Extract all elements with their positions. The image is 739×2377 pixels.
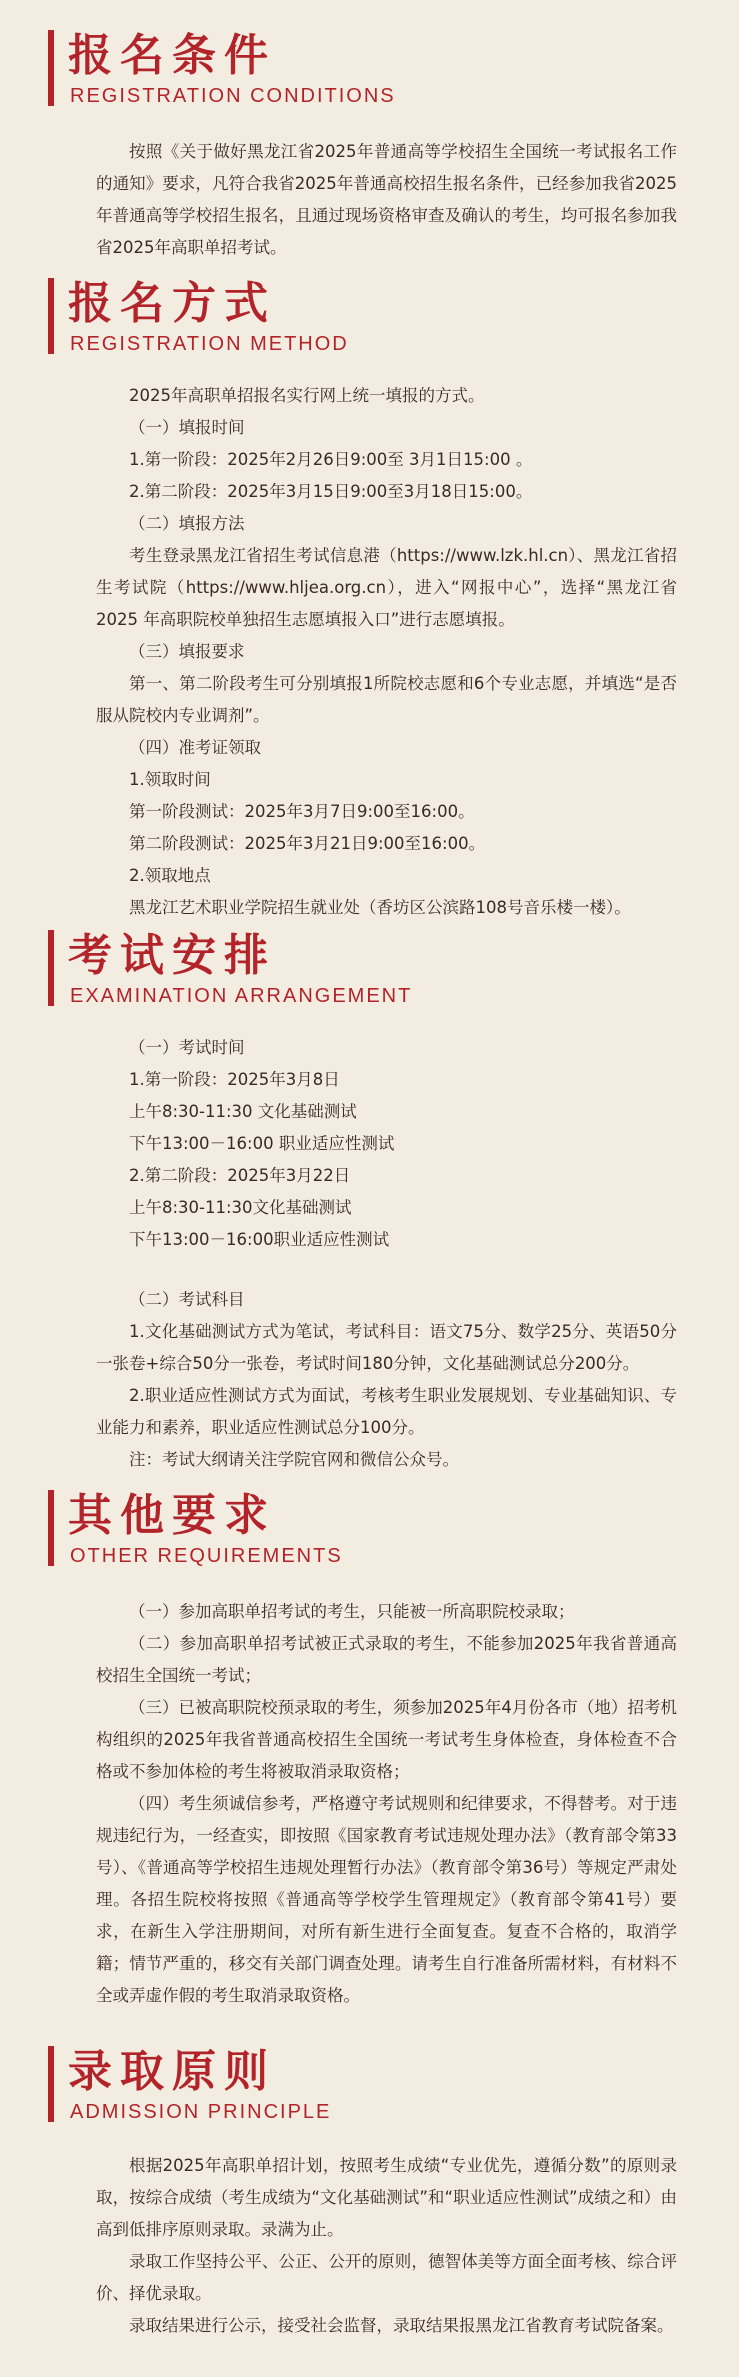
section-header bbox=[0, 2038, 739, 2138]
section-body bbox=[0, 380, 739, 924]
subheading: （一）考试时间 bbox=[129, 1038, 245, 1057]
list-item: 下午13:00－16:00职业适应性测试 bbox=[129, 1230, 390, 1249]
section-body bbox=[0, 1596, 739, 2012]
paragraph: 考生登录黑龙江省招生考试信息港（https://www.lzk.hl.cn）、黑龙江省招生考试院（https://www.hljea.org.cn），进入“网报中心”，选择“黑龙江省 2025 年高职院校单独招生志愿填报入口”进行志愿填报。 bbox=[96, 546, 677, 629]
header-accent-bar bbox=[48, 930, 54, 1006]
header-accent-bar bbox=[48, 30, 54, 106]
paragraph: 第一、第二阶段考生可分别填报1所院校志愿和6个专业志愿，并填选“是否服从院校内专业调剂”。 bbox=[96, 674, 677, 725]
list-item: 黑龙江艺术职业学院招生就业处（香坊区公滨路108号音乐楼一楼）。 bbox=[129, 898, 631, 917]
section-title-en: REGISTRATION CONDITIONS bbox=[70, 85, 396, 107]
paragraph: 按照《关于做好黑龙江省2025年普通高等学校招生全国统一考试报名工作的通知》要求，凡符合我省2025年普通高校招生报名条件，已经参加我省2025年普通高等学校招生报名，且通过现场资格审查及确认的考生，均可报名参加我省2025年高职单招考试。 bbox=[96, 142, 677, 257]
list-item: （二）参加高职单招考试被正式录取的考生，不能参加2025年我省普通高校招生全国统一考试； bbox=[96, 1634, 677, 1685]
list-item: 上午8:30-11:30文化基础测试 bbox=[129, 1198, 352, 1217]
list-item: 1.第一阶段：2025年2月26日9:00至 3月1日15:00 。 bbox=[129, 450, 533, 469]
section-other-requirements bbox=[0, 1482, 739, 2012]
header-accent-bar bbox=[48, 1490, 54, 1566]
paragraph: 2025年高职单招报名实行网上统一填报的方式。 bbox=[129, 386, 485, 405]
section-title-en: ADMISSION PRINCIPLE bbox=[70, 2101, 332, 2123]
list-item: 第一阶段测试：2025年3月7日9:00至16:00。 bbox=[129, 802, 475, 821]
note: 注：考试大纲请关注学院官网和微信公众号。 bbox=[129, 1450, 459, 1469]
section-title-en: OTHER REQUIREMENTS bbox=[70, 1545, 343, 1567]
section-header bbox=[0, 1482, 739, 1582]
section-title-cn: 其他要求 bbox=[68, 1490, 276, 1541]
section-title-en: REGISTRATION METHOD bbox=[70, 333, 349, 355]
header-accent-bar bbox=[48, 278, 54, 354]
section-title-cn: 录取原则 bbox=[68, 2046, 276, 2097]
paragraph: 根据2025年高职单招计划，按照考生成绩“专业优先，遵循分数”的原则录取，按综合成绩（考生成绩为“文化基础测试”和“职业适应性测试”成绩之和）由高到低排序原则录取。录满为止。 bbox=[96, 2156, 677, 2239]
section-title-cn: 报名方式 bbox=[68, 278, 276, 329]
paragraph: 2.职业适应性测试方式为面试，考核考生职业发展规划、专业基础知识、专业能力和素养，职业适应性测试总分100分。 bbox=[96, 1386, 677, 1437]
list-item: （一）参加高职单招考试的考生，只能被一所高职院校录取； bbox=[129, 1602, 575, 1621]
section-title-cn: 报名条件 bbox=[68, 30, 276, 81]
section-examination-arrangement bbox=[0, 922, 739, 1476]
subheading: （二）考试科目 bbox=[129, 1290, 245, 1309]
list-item: 1.领取时间 bbox=[129, 770, 211, 789]
section-admission-principle bbox=[0, 2038, 739, 2342]
list-item: （三）已被高职院校预录取的考生，须参加2025年4月份各市（地）招考机构组织的2025年我省普通高校招生全国统一考试考生身体检查，身体检查不合格或不参加体检的考生将被取消录取资格； bbox=[96, 1698, 677, 1781]
list-item: 第二阶段测试：2025年3月21日9:00至16:00。 bbox=[129, 834, 486, 853]
section-body bbox=[0, 2150, 739, 2342]
list-item: 2.第二阶段：2025年3月15日9:00至3月18日15:00。 bbox=[129, 482, 533, 501]
paragraph: 录取结果进行公示，接受社会监督，录取结果报黑龙江省教育考试院备案。 bbox=[129, 2316, 674, 2335]
subheading: （一）填报时间 bbox=[129, 418, 245, 437]
list-item: 2.第二阶段：2025年3月22日 bbox=[129, 1166, 351, 1185]
list-item: 2.领取地点 bbox=[129, 866, 211, 885]
subheading: （三）填报要求 bbox=[129, 642, 245, 661]
section-title-en: EXAMINATION ARRANGEMENT bbox=[70, 985, 413, 1007]
section-header bbox=[0, 22, 739, 122]
list-item: 上午8:30-11:30 文化基础测试 bbox=[129, 1102, 357, 1121]
paragraph: 1.文化基础测试方式为笔试，考试科目：语文75分、数学25分、英语50分一张卷+综合50分一张卷，考试时间180分钟，文化基础测试总分200分。 bbox=[96, 1322, 677, 1373]
section-registration-method bbox=[0, 270, 739, 924]
section-body bbox=[0, 136, 739, 264]
subheading: （二）填报方法 bbox=[129, 514, 245, 533]
header-accent-bar bbox=[48, 2046, 54, 2122]
list-item: 下午13:00－16:00 职业适应性测试 bbox=[129, 1134, 395, 1153]
section-registration-conditions bbox=[0, 22, 739, 264]
section-header bbox=[0, 922, 739, 1022]
section-header bbox=[0, 270, 739, 370]
section-body bbox=[0, 1032, 739, 1476]
section-title-cn: 考试安排 bbox=[68, 930, 276, 981]
paragraph: 录取工作坚持公平、公正、公开的原则，德智体美等方面全面考核、综合评价、择优录取。 bbox=[96, 2252, 677, 2303]
list-item: 1.第一阶段：2025年3月8日 bbox=[129, 1070, 340, 1089]
subheading: （四）准考证领取 bbox=[129, 738, 261, 757]
list-item: （四）考生须诚信参考，严格遵守考试规则和纪律要求，不得替考。对于违规违纪行为，一经查实，即按照《国家教育考试违规处理办法》（教育部令第33号）、《普通高等学校招生违规处理暂行办法》（教育部令第36号）等规定严肃处理。各招生院校将按照《普通高等学校学生管理规定》（教育部令第41号）要求，在新生入学注册期间，对所有新生进行全面复查。复查不合格的，取消学籍；情节严重的，移交有关部门调查处理。请考生自行准备所需材料，有材料不全或弄虚作假的考生取消录取资格。 bbox=[96, 1794, 677, 2005]
